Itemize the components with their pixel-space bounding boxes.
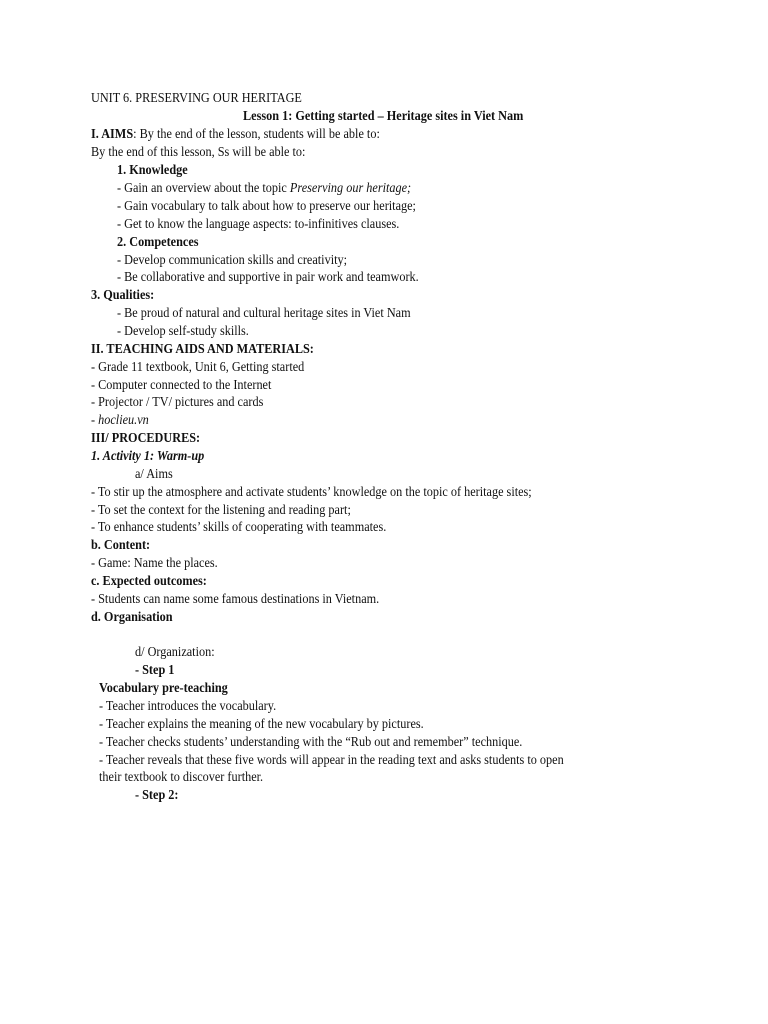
vocab-item-4-line-1: - Teacher reveals that these five words will appear in the reading text and asks students to open [99,752,564,767]
vocab-item-4-line-2: their textbook to discover further. [99,769,264,784]
vocab-item-2: - Teacher explains the meaning of the new vocabulary by pictures. [99,716,424,731]
organisation-heading: d. Organisation [91,609,173,624]
competences-item-2: - Be collaborative and supportive in pair work and teamwork. [117,269,419,284]
materials-item-4 [91,411,149,428]
activity-1-heading: 1. Activity 1: Warm-up [91,448,205,463]
outcomes-heading: c. Expected outcomes: [91,573,207,588]
materials-item-2: - Computer connected to the Internet [91,377,272,392]
competences-heading: 2. Competences [117,234,199,249]
materials-heading: II. TEACHING AIDS AND MATERIALS: [91,341,314,356]
qualities-heading: 3. Qualities: [91,287,155,302]
content-heading: b. Content: [91,537,151,552]
activity-aim-1: - To stir up the atmosphere and activate students’ knowledge on the topic of heritage sites; [91,484,532,499]
vocab-item-3: - Teacher checks students’ understanding with the “Rub out and remember” technique. [99,734,523,749]
knowledge-item-1 [117,179,411,196]
lesson-title: Lesson 1: Getting started – Heritage sites in Viet Nam [243,108,524,123]
materials-site-link: hoclieu.vn [98,412,149,427]
procedures-heading: III/ PROCEDURES: [91,430,201,445]
aims-intro-2: By the end of this lesson, Ss will be able to: [91,144,306,159]
knowledge-item-3: - Get to know the language aspects: to-infinitives clauses. [117,216,400,231]
knowledge-item-2: - Gain vocabulary to talk about how to preserve our heritage; [117,198,416,213]
unit-title: UNIT 6. PRESERVING OUR HERITAGE [91,90,302,105]
step-1: - Step 1 [135,662,175,677]
qualities-item-1: - Be proud of natural and cultural heritage sites in Viet Nam [117,305,411,320]
activity-aim-3: - To enhance students’ skills of cooperating with teammates. [91,519,387,534]
materials-item-4-prefix: - [91,412,99,427]
aims-heading: I. AIMS [91,126,134,141]
qualities-item-2: - Develop self-study skills. [117,323,249,338]
content-item: - Game: Name the places. [91,555,218,570]
activity-aim-2: - To set the context for the listening and reading part; [91,502,351,517]
organization-label: d/ Organization: [135,644,215,659]
knowledge-heading: 1. Knowledge [117,162,188,177]
aims-line [91,125,380,142]
competences-item-1: - Develop communication skills and creativity; [117,252,348,267]
outcomes-item: - Students can name some famous destinations in Vietnam. [91,591,380,606]
aims-intro: : By the end of the lesson, students will be able to: [133,126,380,141]
vocab-item-1: - Teacher introduces the vocabulary. [99,698,277,713]
knowledge-item-1-prefix: - Gain an overview about the topic [117,180,290,195]
materials-item-3: - Projector / TV/ pictures and cards [91,394,264,409]
knowledge-item-1-topic: Preserving our heritage; [289,180,412,195]
aims-label: a/ Aims [135,466,173,481]
step-2: - Step 2: [135,787,179,802]
materials-item-1: - Grade 11 textbook, Unit 6, Getting started [91,359,305,374]
vocab-heading: Vocabulary pre-teaching [99,680,228,695]
